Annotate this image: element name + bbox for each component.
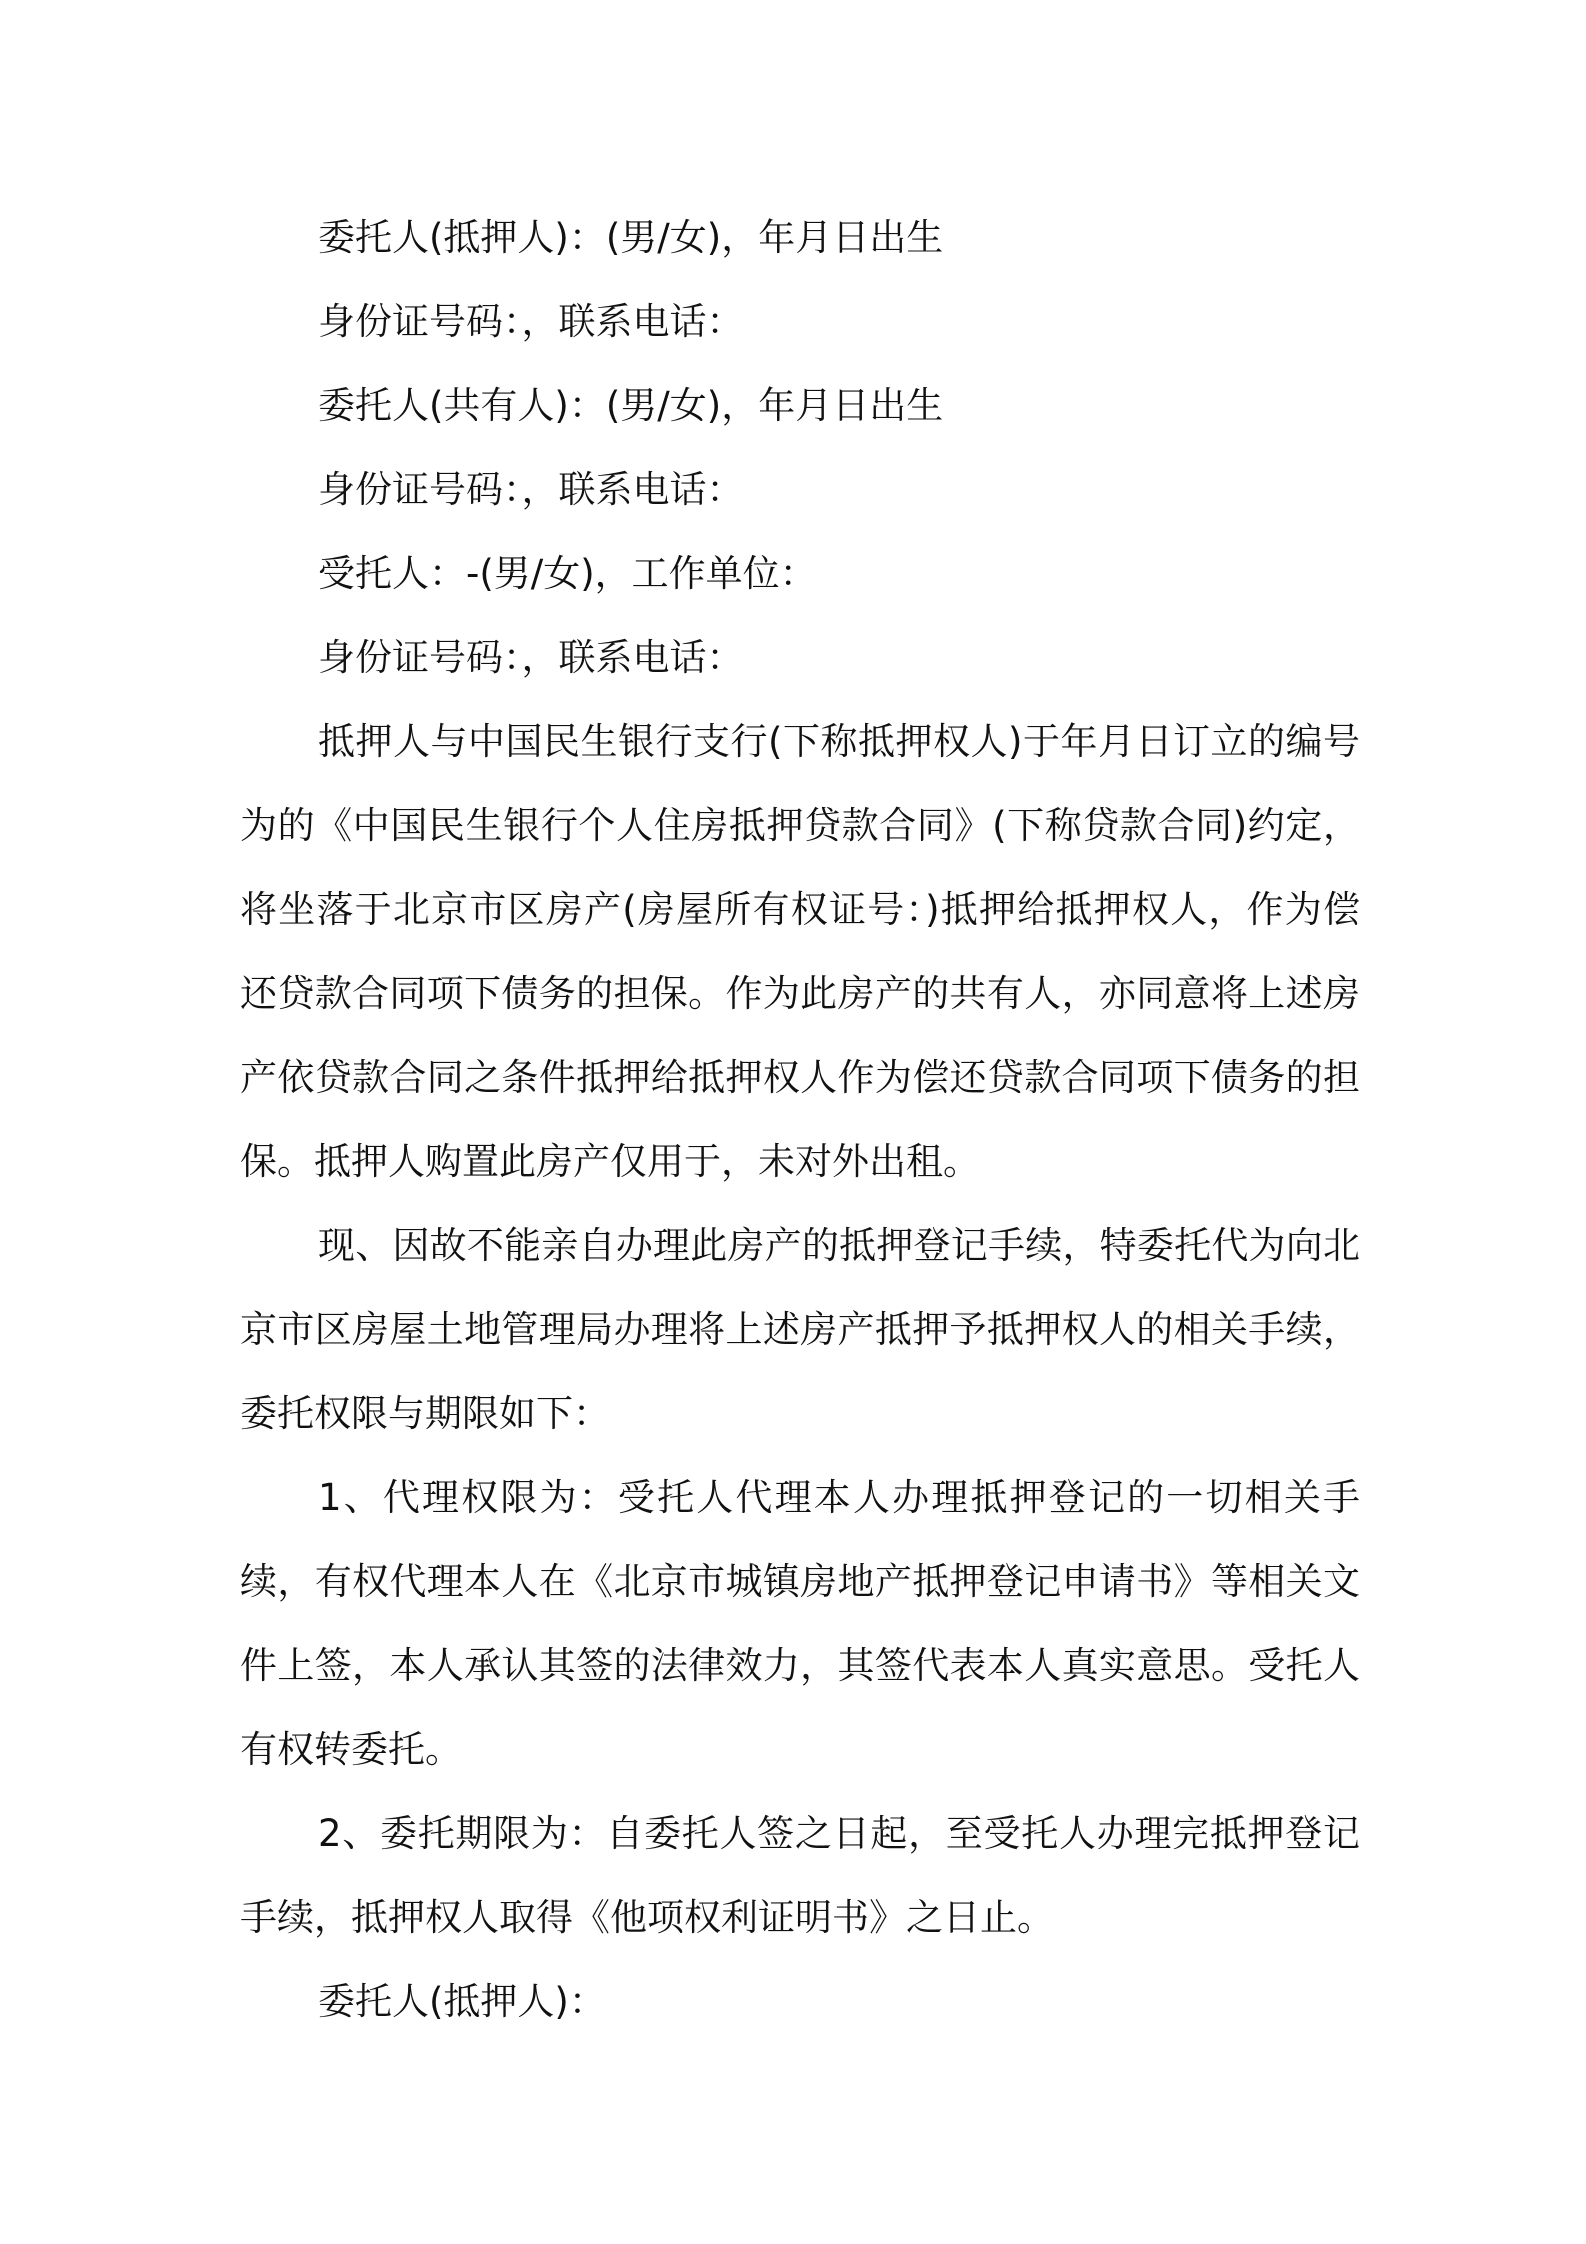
- authorization-paragraph: 现、因故不能亲自办理此房产的抵押登记手续，特委托代为向北京市区房屋土地管理局办理将上述房产抵押予抵押权人的相关手续，委托权限与期限如下：: [240, 1224, 1360, 1435]
- agent-id-line: 身份证号码：，联系电话：: [318, 636, 744, 679]
- signature-line: 委托人(抵押人)：: [318, 1980, 606, 2023]
- mortgage-paragraph: 抵押人与中国民生银行支行(下称抵押权人)于年月日订立的编号为的《中国民生银行个人住房抵押贷款合同》(下称贷款合同)约定，将坐落于北京市区房产(房屋所有权证号：)抵押给抵押权人，作为偿还贷款合同项下债务的担保。作为此房产的共有人，亦同意将上述房产依贷款合同之条件抵押给抵押权人作为偿还贷款合同项下债务的担保。抵押人购置此房产仅用于，未对外出租。: [240, 720, 1360, 1183]
- principal-mortgagor-line: 委托人(抵押人)：(男/女)，年月日出生: [318, 216, 944, 259]
- co-owner-line: 委托人(共有人)：(男/女)，年月日出生: [318, 384, 944, 427]
- scope-of-authority-paragraph: 1、代理权限为：受托人代理本人办理抵押登记的一切相关手续，有权代理本人在《北京市城镇房地产抵押登记申请书》等相关文件上签，本人承认其签的法律效力，其签代表本人真实意思。受托人有权转委托。: [240, 1476, 1360, 1771]
- co-owner-id-line: 身份证号码：，联系电话：: [318, 468, 744, 511]
- document-page: [240, 196, 1360, 2044]
- term-of-authority-paragraph: 2、委托期限为：自委托人签之日起，至受托人办理完抵押登记手续，抵押权人取得《他项权利证明书》之日止。: [240, 1812, 1360, 1939]
- agent-line: 受托人：-(男/女)，工作单位：: [318, 552, 817, 595]
- principal-mortgagor-id-line: 身份证号码：，联系电话：: [318, 300, 744, 343]
